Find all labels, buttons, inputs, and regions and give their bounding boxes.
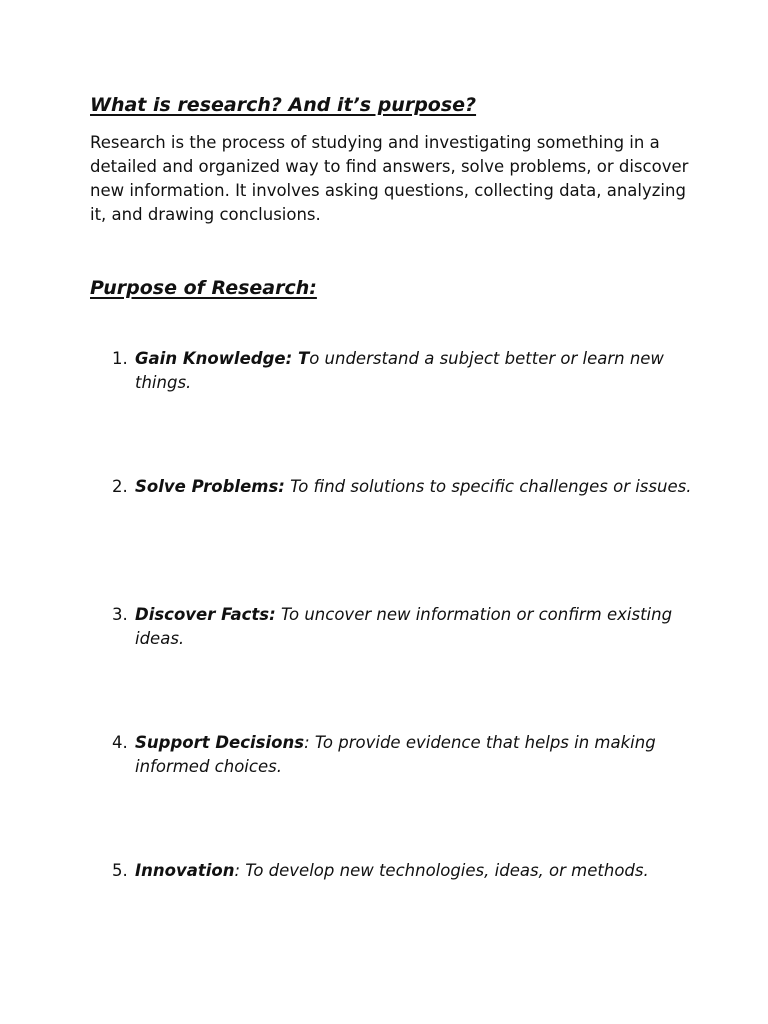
- list-item-number: 1.: [112, 349, 128, 368]
- list-item: [112, 731, 692, 779]
- list-item-body: [135, 347, 692, 395]
- list-item-text: To uncover new information or confirm existing ideas.: [135, 605, 673, 648]
- list-item-term: Innovation: [135, 861, 235, 880]
- section-title: Purpose of Research:: [90, 277, 317, 299]
- list-item: [112, 347, 692, 395]
- list-item-text: : To develop new technologies, ideas, or methods.: [234, 861, 649, 880]
- list-item-number: 3.: [112, 605, 128, 624]
- list-item-term: Solve Problems:: [135, 477, 285, 496]
- list-item-body: [135, 731, 692, 779]
- list-item: [112, 603, 692, 651]
- list-item: [112, 475, 692, 499]
- page-title: What is research? And it’s purpose?: [90, 94, 477, 116]
- list-item-text: : To provide evidence that helps in making informed choices.: [135, 733, 656, 776]
- list-item-text: To find solutions to specific challenges or issues.: [284, 477, 692, 496]
- list-item-body: [135, 603, 692, 651]
- list-item-body: [135, 859, 692, 883]
- list-item-number: 4.: [112, 733, 128, 752]
- list-item-term: Gain Knowledge: T: [135, 349, 310, 368]
- list-item: [112, 859, 692, 883]
- intro-paragraph: Research is the process of studying and investigating something in a detailed and organized way to find answers, solve problems, or discover new information. It involves asking questions, collecting data, analyzing it, and drawing conclusions.: [90, 133, 689, 224]
- list-item-body: [135, 475, 692, 499]
- list-item-term: Discover Facts:: [135, 605, 276, 624]
- list-item-term: Support Decisions: [135, 733, 305, 752]
- list-item-text: o understand a subject better or learn new things.: [135, 349, 664, 392]
- list-item-number: 2.: [112, 477, 128, 496]
- list-item-number: 5.: [112, 861, 128, 880]
